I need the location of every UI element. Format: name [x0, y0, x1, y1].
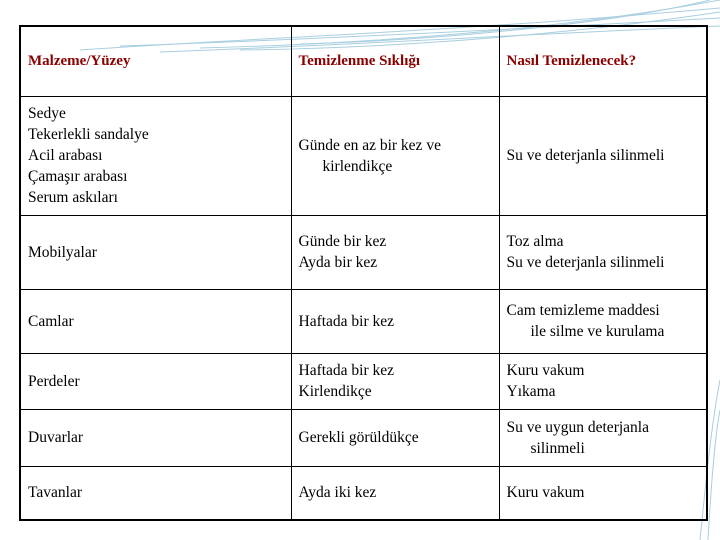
header-frequency: Temizlenme Sıklığı: [291, 26, 499, 96]
cleaning-schedule-table: [19, 25, 708, 521]
frequency-line: Kirlendikçe: [298, 383, 372, 400]
method-line: silinmeli: [530, 439, 585, 457]
cell-surface: [20, 96, 291, 215]
table-row: [20, 466, 707, 520]
cell-method: [499, 96, 707, 215]
method-line: Yıkama: [506, 383, 556, 400]
table-row: [20, 409, 707, 466]
frequency-line: kirlendikçe: [322, 157, 393, 175]
header-surface: Malzeme/Yüzey: [20, 26, 291, 96]
method-line: Su ve uygun deterjanla: [506, 418, 649, 436]
cell-method: [499, 215, 707, 289]
method-line: Kuru vakum: [506, 362, 585, 379]
cell-surface: [20, 409, 291, 466]
cell-method: [499, 353, 707, 409]
frequency-line: Ayda bir kez: [298, 254, 378, 271]
surface-line: Duvarlar: [28, 429, 84, 446]
method-line: Cam temizleme maddesi: [506, 302, 660, 319]
method-line: Su ve deterjanla silinmeli: [506, 254, 665, 271]
surface-line: Çamaşır arabası: [28, 168, 128, 185]
frequency-line: Ayda iki kez: [298, 484, 377, 502]
cell-frequency: [291, 409, 499, 466]
method-line: ile silme ve kurulama: [530, 323, 665, 340]
surface-line: Perdeler: [28, 372, 80, 390]
cell-frequency: [291, 353, 499, 409]
surface-line: Tavanlar: [28, 484, 82, 502]
cell-surface: [20, 215, 291, 289]
table-row: [20, 289, 707, 353]
frequency-line: Günde bir kez: [298, 233, 387, 250]
cell-method: [499, 409, 707, 466]
table-row: [20, 96, 707, 215]
surface-line: Camlar: [28, 312, 74, 330]
cell-frequency: [291, 289, 499, 353]
header-method: Nasıl Temizlenecek?: [499, 26, 707, 96]
frequency-line: Gerekli görüldükçe: [298, 429, 419, 446]
surface-line: Serum askıları: [28, 189, 118, 206]
cell-frequency: [291, 215, 499, 289]
frequency-line: Haftada bir kez: [298, 312, 395, 330]
method-line: Su ve deterjanla silinmeli: [506, 147, 665, 164]
surface-line: Sedye: [28, 105, 66, 122]
surface-line: Tekerlekli sandalye: [28, 126, 149, 143]
frequency-line: Haftada bir kez: [298, 362, 395, 379]
table-header-row: [20, 26, 707, 96]
surface-line: Mobilyalar: [28, 243, 97, 261]
surface-line: Acil arabası: [28, 147, 103, 164]
cell-frequency: [291, 96, 499, 215]
cell-method: [499, 289, 707, 353]
cell-method: [499, 466, 707, 520]
method-line: Toz alma: [506, 233, 564, 250]
cell-surface: [20, 289, 291, 353]
frequency-line: Günde en az bir kez ve: [298, 136, 441, 154]
table-row: [20, 215, 707, 289]
cell-frequency: [291, 466, 499, 520]
table-row: [20, 353, 707, 409]
method-line: Kuru vakum: [506, 484, 585, 502]
cell-surface: [20, 353, 291, 409]
cell-surface: [20, 466, 291, 520]
